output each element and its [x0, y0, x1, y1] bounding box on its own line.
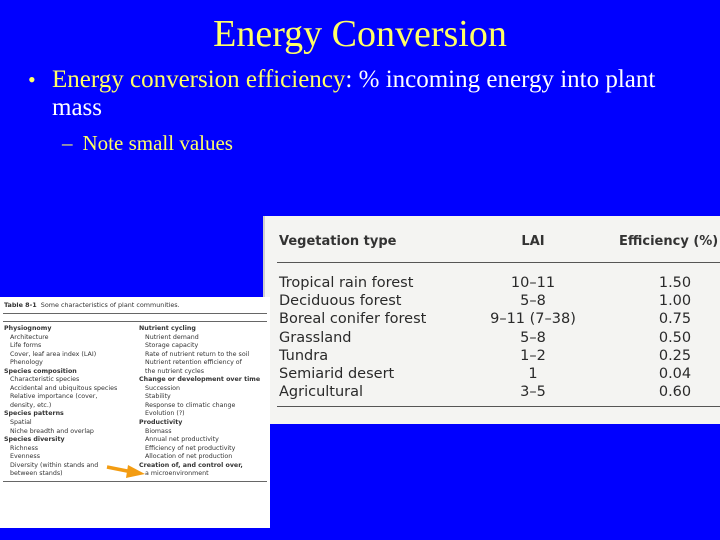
cell-efficiency: 0.75	[658, 311, 692, 328]
table-item: Phenology	[10, 359, 43, 367]
table-item: Spatial	[10, 419, 32, 427]
table-item: Diversity (within stands and	[10, 461, 99, 469]
cell-vegetation-type: Deciduous forest	[279, 293, 402, 310]
table-rule	[3, 313, 267, 314]
table-item: Allocation of net production	[145, 453, 233, 461]
table-item: Response to climatic change	[145, 401, 236, 409]
cell-lai: 5–8	[520, 293, 546, 310]
slide-title: Energy Conversion	[213, 13, 507, 55]
cell-lai: 1	[528, 365, 538, 382]
cell-efficiency: 0.04	[658, 365, 692, 382]
table-item: Architecture	[10, 333, 49, 341]
table-item: a microenvironment	[145, 470, 209, 478]
table-caption-label: Table 8-1	[4, 301, 37, 309]
table-heading: Productivity	[139, 419, 183, 427]
table-item: Rate of nutrient return to the soil	[145, 350, 250, 358]
header-lai: LAI	[521, 234, 545, 249]
table-item: Life forms	[10, 342, 42, 350]
table-heading: Change or development over time	[139, 376, 261, 384]
cell-efficiency: 0.50	[658, 329, 692, 346]
vegetation-efficiency-table	[263, 216, 720, 424]
table-rule	[277, 262, 720, 263]
table-row	[265, 274, 720, 292]
bullet-rest: : % incoming energy into plant mass	[52, 66, 656, 121]
header-efficiency: Efficiency (%)	[619, 234, 719, 249]
table-row	[265, 365, 720, 383]
table-row	[265, 383, 720, 401]
cell-efficiency: 0.60	[658, 384, 692, 401]
table-item: Accidental and ubiquitous species	[10, 384, 118, 392]
cell-vegetation-type: Semiarid desert	[279, 365, 395, 382]
table-body	[265, 274, 720, 401]
table-rule-bottom	[3, 481, 267, 482]
cell-efficiency: 0.25	[658, 347, 692, 364]
table-heading: Nutrient cycling	[139, 325, 196, 332]
cell-lai: 1–2	[520, 347, 546, 364]
table-heading: Physiognomy	[4, 325, 52, 332]
table-row	[265, 292, 720, 310]
table-rule	[3, 321, 267, 322]
sub-bullet	[62, 131, 233, 155]
cell-lai: 10–11	[510, 275, 556, 291]
table-caption	[4, 301, 180, 309]
table-item: Annual net productivity	[145, 436, 219, 444]
header-vegetation-type: Vegetation type	[279, 234, 397, 249]
table-heading: Creation of, and control over,	[139, 461, 243, 469]
table-left-column	[4, 325, 117, 479]
table-item: Efficiency of net productivity	[145, 444, 236, 452]
table-item: density, etc.)	[10, 401, 52, 409]
table-rule-bottom	[277, 406, 720, 407]
table-heading: Species patterns	[4, 410, 64, 418]
table-row	[265, 310, 720, 328]
table-item: Evenness	[10, 453, 40, 461]
table-item: Nutrient demand	[145, 333, 199, 341]
bullet-highlight: Energy conversion efficiency	[52, 66, 346, 93]
table-right-column	[139, 325, 260, 479]
cell-efficiency: 1.50	[658, 275, 692, 291]
cell-efficiency: 1.00	[658, 293, 692, 310]
cell-vegetation-type: Tropical rain forest	[279, 275, 414, 291]
table-item: Richness	[10, 444, 39, 452]
sub-bullet-marker: –	[62, 131, 73, 155]
table-item: Cover, leaf area index (LAI)	[10, 350, 97, 358]
table-item: Stability	[145, 393, 171, 401]
cell-vegetation-type: Boreal conifer forest	[279, 311, 427, 328]
cell-vegetation-type: Grassland	[279, 329, 352, 346]
cell-lai: 5–8	[520, 329, 546, 346]
table-item: Evolution (?)	[145, 410, 185, 418]
bullet-text	[52, 66, 672, 122]
table-caption-text: Some characteristics of plant communities.	[40, 301, 180, 309]
table-item: Niche breadth and overlap	[10, 427, 94, 435]
cell-vegetation-type: Tundra	[279, 347, 329, 364]
table-heading: Species diversity	[4, 436, 65, 444]
cell-lai: 9–11 (7–38)	[490, 311, 576, 328]
table-item: between stands)	[10, 470, 63, 478]
table-item: Succession	[145, 384, 180, 392]
table-item: Nutrient retention efficiency of	[145, 359, 242, 367]
table-item: Relative importance (cover,	[10, 393, 98, 401]
arrow-icon	[106, 463, 146, 479]
cell-lai: 3–5	[520, 384, 546, 401]
table-row	[265, 329, 720, 347]
table-item: Characteristic species	[10, 376, 80, 384]
table-heading: Species composition	[4, 367, 77, 375]
table-item: the nutrient cycles	[145, 367, 205, 375]
table-row	[265, 347, 720, 365]
cell-vegetation-type: Agricultural	[279, 384, 364, 401]
table-item: Biomass	[145, 427, 172, 435]
plant-communities-table	[0, 297, 270, 528]
table-item: Storage capacity	[145, 342, 199, 350]
bullet-marker: •	[28, 67, 36, 92]
sub-bullet-text: Note small values	[82, 131, 233, 155]
